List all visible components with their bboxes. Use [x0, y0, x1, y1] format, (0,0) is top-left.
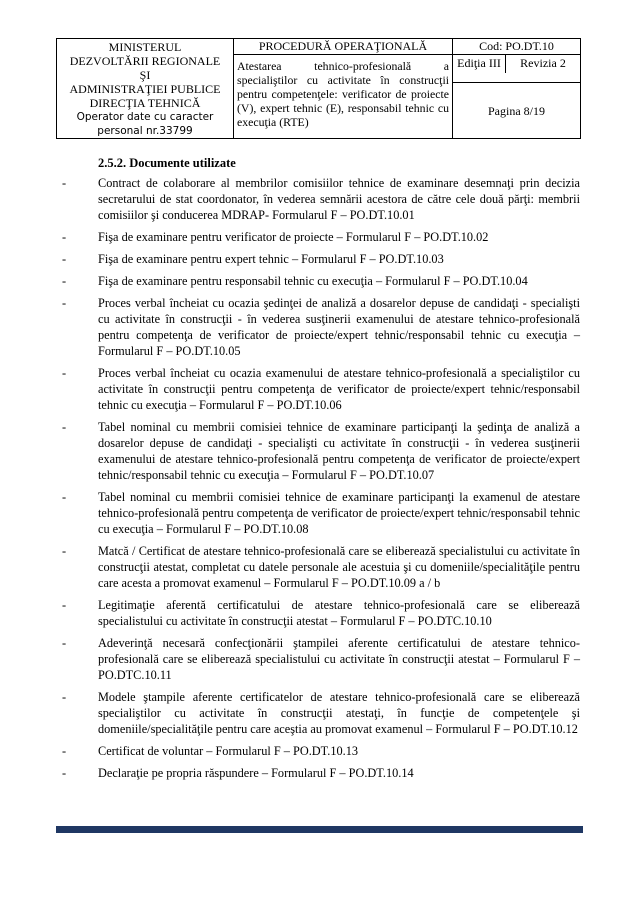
- org-line-4: ADMINISTRAŢIEI PUBLICE: [69, 82, 221, 96]
- bullet-dash: -: [62, 274, 67, 288]
- documents-list: [62, 175, 580, 787]
- list-item-text: Legitimaţie aferentă certificatului de atestare tehnico-profesională care se eliberează specialistului cu activitate în construcţii atestat – Formularul F – PO.DTC.10.10: [98, 598, 580, 628]
- list-item-text: Contract de colaborare al membrilor comisiilor tehnice de examinare desemnaţi prin decizia secretarului de stat coordonator, în vederea semnării acestora de către cele două părţi: membrii comisiilor şi conducerea MDRAP- Formularul F – PO.DT.10.01: [98, 176, 580, 222]
- revision-label: Revizia 2: [520, 56, 566, 70]
- section-title: 2.5.2. Documente utilizate: [98, 156, 236, 170]
- edition-label: Ediţia III: [453, 55, 506, 73]
- list-item-text: Tabel nominal cu membrii comisiei tehnice de examinare participanţi la şedinţa de analiză a dosarelor depuse de candidaţi - specialişti cu activitate în construcţii - în vederea susţinerii examenului de atestare tehnico-profesională pentru competenţa de verificator de proiecte/expert tehnic/responsabil tehnic cu execuţia – Formularul F – PO.DT.10.07: [98, 420, 580, 482]
- list-item-text: Matcă / Certificat de atestare tehnico-profesională care se eliberează specialistului cu activitate în construcţii atestat, completat cu datele personale ale acestuia şi cu domeniile/specialităţile pentru care acesta a promovat examenul – Formularul F – PO.DT.10.09 a / b: [98, 544, 580, 590]
- bullet-dash: -: [62, 490, 67, 504]
- org-line-2: DEZVOLTĂRII REGIONALE: [69, 54, 221, 68]
- bullet-dash: -: [62, 766, 67, 780]
- bullet-dash: -: [62, 366, 67, 380]
- list-item: [62, 635, 580, 683]
- list-item-text: Declaraţie pe propria răspundere – Formularul F – PO.DT.10.14: [98, 766, 414, 780]
- list-item: [62, 229, 580, 245]
- procedure-code: Cod: PO.DT.10: [453, 39, 581, 55]
- list-item-text: Fişa de examinare pentru expert tehnic – Formularul F – PO.DT.10.03: [98, 252, 444, 266]
- list-item: [62, 743, 580, 759]
- bullet-dash: -: [62, 176, 67, 190]
- bullet-dash: -: [62, 544, 67, 558]
- bullet-dash: -: [62, 420, 67, 434]
- bullet-dash: -: [62, 252, 67, 266]
- bullet-dash: -: [62, 230, 67, 244]
- list-item: [62, 175, 580, 223]
- list-item-text: Fişa de examinare pentru responsabil tehnic cu execuţia – Formularul F – PO.DT.10.04: [98, 274, 528, 288]
- org-line-3: ŞI: [139, 68, 151, 82]
- org-line-1: MINISTERUL: [108, 40, 182, 54]
- page-number: Pagina 8/19: [453, 83, 581, 139]
- org-line-5: DIRECŢIA TEHNICĂ: [89, 96, 201, 110]
- list-item: [62, 597, 580, 629]
- list-item: [62, 489, 580, 537]
- list-item-text: Tabel nominal cu membrii comisiei tehnice de examinare participanţi la examenul de atestare tehnico-profesională pentru competenţa de verificator de proiecte/expert tehnic/responsabil tehnic cu execuţia – Formularul F – PO.DT.10.08: [98, 490, 580, 536]
- footer-bar: [56, 826, 583, 833]
- bullet-dash: -: [62, 744, 67, 758]
- organization-cell: [57, 39, 234, 139]
- bullet-dash: -: [62, 690, 67, 704]
- list-item-text: Adeverinţă necesară confecţionării ştampilei aferente certificatului de atestare tehnico-profesională care se eliberează specialistului cu activitate în construcţii atestat – Formularul F – PO.DTC.10.11: [98, 636, 580, 682]
- bullet-dash: -: [62, 296, 67, 310]
- list-item: [62, 765, 580, 781]
- list-item: [62, 419, 580, 483]
- bullet-dash: -: [62, 598, 67, 612]
- edition-revision-cell: [453, 55, 581, 83]
- document-header-table: [56, 38, 581, 139]
- list-item: [62, 251, 580, 267]
- bullet-dash: -: [62, 636, 67, 650]
- list-item: [62, 689, 580, 737]
- list-item-text: Proces verbal încheiat cu ocazia şedinţei de analiză a dosarelor depuse de candidaţi - specialişti cu activitate în construcţii - în vederea susţinerii examenului de atestare tehnico-profesională pentru competenţa de verificator de proiecte/expert tehnic/responsabil tehnic cu execuţia – Formularul F – PO.DT.10.05: [98, 296, 580, 358]
- list-item-text: Modele ştampile aferente certificatelor de atestare tehnico-profesională care se eliberează specialiştilor cu activitate în construcţii atestaţi, în funcţie de competenţele şi domeniile/specialităţile pentru care aceştia au promovat examenul – Formularul F – PO.DT.10.12: [98, 690, 580, 736]
- list-item: [62, 273, 580, 289]
- list-item-text: Certificat de voluntar – Formularul F – PO.DT.10.13: [98, 744, 359, 758]
- procedure-title-cell: PROCEDURĂ OPERAŢIONALĂ: [234, 39, 453, 55]
- list-item: [62, 365, 580, 413]
- list-item-text: Proces verbal încheiat cu ocazia examenului de atestare tehnico-profesională a specialiştilor cu activitate în construcţii pentru competenţa de verificator de proiecte/expert tehnic/responsabil tehnic cu execuţia – Formularul F – PO.DT.10.06: [98, 366, 580, 412]
- list-item: [62, 543, 580, 591]
- operator-line-2: personal nr.33799: [97, 125, 193, 137]
- list-item-text: Fişa de examinare pentru verificator de proiecte – Formularul F – PO.DT.10.02: [98, 230, 489, 244]
- operator-line-1: Operator date cu caracter: [76, 111, 214, 123]
- procedure-description: Atestarea tehnico-profesională a specialiştilor cu activitate în construcţii pentru competenţele: verificator de proiecte (V), expert tehnic (E), responsabil tehnic cu execuţia (RTE): [234, 55, 453, 139]
- list-item: [62, 295, 580, 359]
